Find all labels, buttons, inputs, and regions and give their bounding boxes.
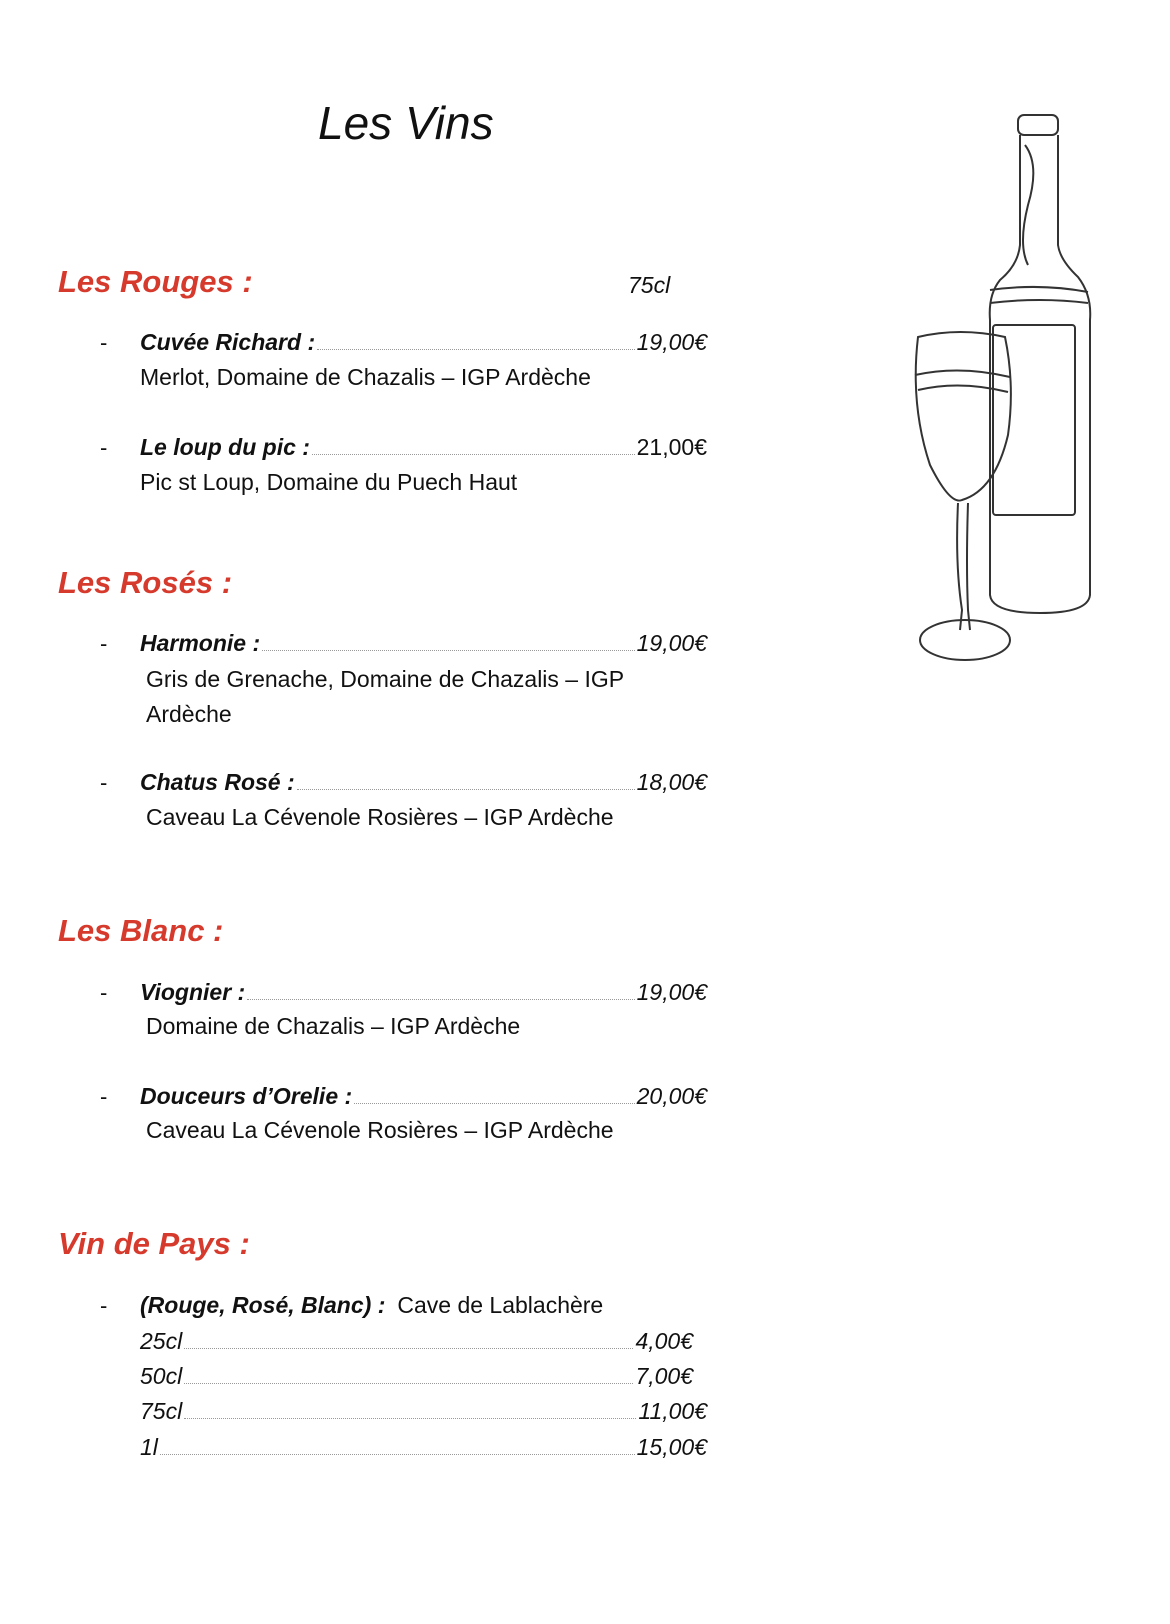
- menu-item: [140, 431, 707, 461]
- bullet-dash: -: [100, 1084, 108, 1109]
- section-heading-roses: Les Rosés :: [58, 565, 233, 600]
- dotted-leader: [297, 789, 635, 790]
- bullet-dash: -: [100, 435, 108, 460]
- bullet-dash: -: [100, 330, 108, 355]
- size-price: 11,00€: [638, 1398, 707, 1424]
- size-price: 7,00€: [635, 1363, 693, 1389]
- wine-name: Chatus Rosé :: [140, 769, 295, 795]
- dotted-leader: [160, 1454, 635, 1455]
- size-price: 15,00€: [636, 1434, 707, 1460]
- wine-bottle-and-glass-illustration: [900, 105, 1110, 675]
- menu-item: [140, 627, 707, 657]
- wine-description: Domaine de Chazalis – IGP Ardèche: [146, 1013, 521, 1039]
- dotted-leader: [184, 1383, 633, 1384]
- wine-description: Caveau La Cévenole Rosières – IGP Ardèche: [146, 804, 614, 830]
- wine-name: Le loup du pic :: [140, 434, 310, 460]
- menu-item: [140, 1289, 707, 1319]
- wine-price: 18,00€: [636, 769, 707, 795]
- wine-name: Harmonie :: [140, 630, 261, 656]
- wine-name: (Rouge, Rosé, Blanc) :: [140, 1292, 386, 1318]
- size-row: [140, 1325, 693, 1355]
- dotted-leader: [312, 454, 635, 455]
- bullet-dash: -: [100, 770, 108, 795]
- section-heading-blancs: Les Blanc :: [58, 913, 224, 948]
- bullet-dash: -: [100, 1293, 108, 1318]
- wine-description: Caveau La Cévenole Rosières – IGP Ardèche: [146, 1117, 614, 1143]
- bullet-dash: -: [100, 980, 108, 1005]
- wine-bottle-icon: [990, 115, 1091, 613]
- wine-description: Pic st Loup, Domaine du Puech Haut: [140, 469, 518, 495]
- volume-label: 75cl: [628, 272, 671, 298]
- menu-item: [140, 976, 707, 1006]
- dotted-leader: [317, 349, 635, 350]
- dotted-leader: [184, 1348, 633, 1349]
- wine-price: 19,00€: [636, 329, 707, 355]
- wine-glass-icon: [915, 332, 1011, 660]
- section-heading-vin-de-pays: Vin de Pays :: [58, 1226, 250, 1261]
- size-row: [140, 1360, 693, 1390]
- wine-name: Cuvée Richard :: [140, 329, 316, 355]
- menu-item: [140, 326, 707, 356]
- size-label: 75cl: [140, 1398, 183, 1424]
- section-heading-rouges: Les Rouges :: [58, 264, 253, 299]
- wine-price: 21,00€: [636, 434, 707, 460]
- dotted-leader: [247, 999, 634, 1000]
- wine-description: Merlot, Domaine de Chazalis – IGP Ardèche: [140, 364, 591, 390]
- size-label: 50cl: [140, 1363, 183, 1389]
- wine-price: 19,00€: [636, 979, 707, 1005]
- dotted-leader: [184, 1418, 636, 1419]
- size-label: 25cl: [140, 1328, 183, 1354]
- size-row: [140, 1395, 707, 1425]
- menu-item: [140, 766, 707, 796]
- size-row: [140, 1431, 707, 1461]
- wine-price: 20,00€: [636, 1083, 707, 1109]
- wine-name: Viognier :: [140, 979, 246, 1005]
- wine-description: Gris de Grenache, Domaine de Chazalis – IGP Ardèche: [146, 666, 624, 727]
- page-title: Les Vins: [318, 97, 494, 149]
- size-price: 4,00€: [635, 1328, 693, 1354]
- producer: Cave de Lablachère: [397, 1292, 604, 1318]
- bullet-dash: -: [100, 631, 108, 656]
- dotted-leader: [262, 650, 635, 651]
- wine-name: Douceurs d’Orelie :: [140, 1083, 353, 1109]
- dotted-leader: [354, 1103, 634, 1104]
- menu-item: [140, 1080, 707, 1110]
- size-label: 1l: [140, 1434, 158, 1460]
- wine-price: 19,00€: [636, 630, 707, 656]
